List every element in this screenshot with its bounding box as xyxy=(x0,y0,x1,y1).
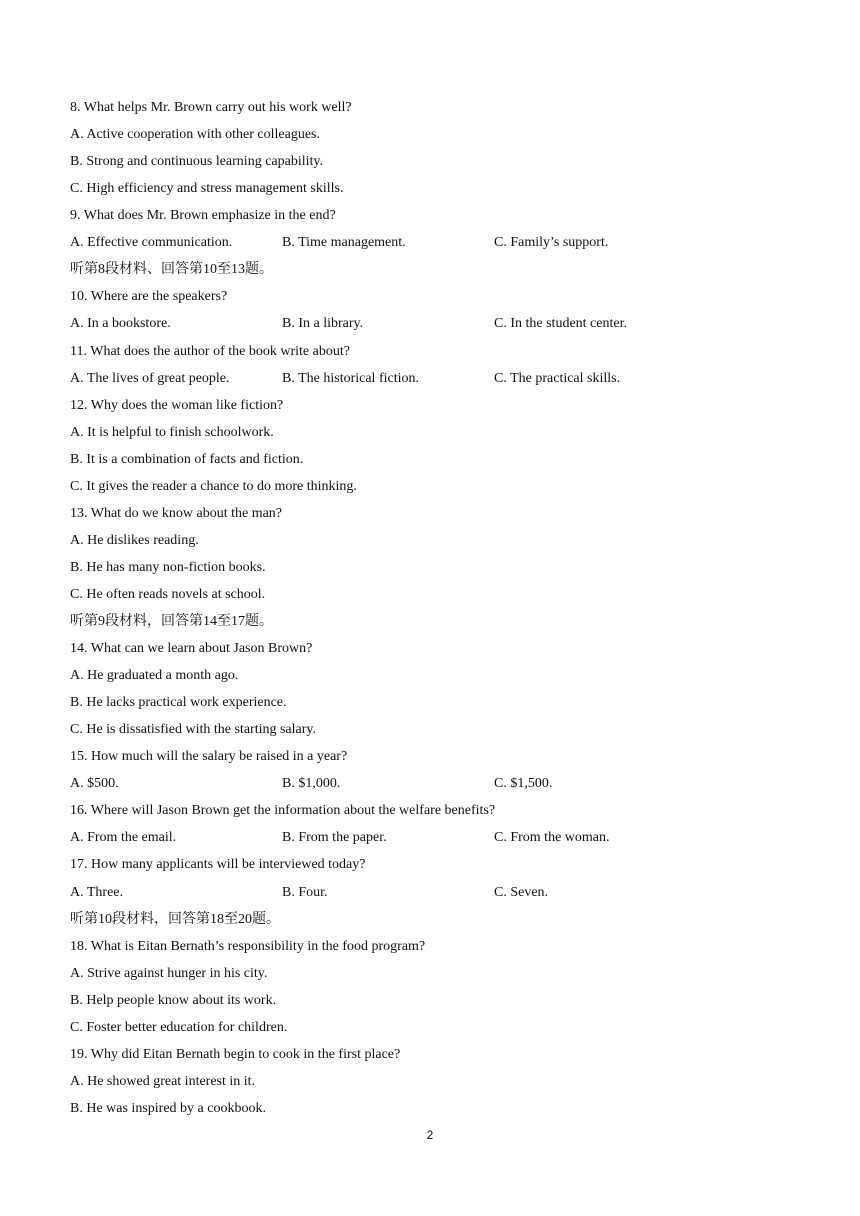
option-line: C. Foster better education for children. xyxy=(70,1019,288,1035)
option-a: A. Three. xyxy=(70,884,123,900)
option-line: B. Strong and continuous learning capability. xyxy=(70,154,323,170)
question-line: 9. What does Mr. Brown emphasize in the end? xyxy=(70,208,336,224)
page-number: 2 xyxy=(426,1128,434,1142)
question-line: 10. Where are the speakers? xyxy=(70,289,228,305)
option-line: C. High efficiency and stress management skills. xyxy=(70,181,344,197)
option-line: B. He lacks practical work experience. xyxy=(70,695,287,711)
question-line: 13. What do we know about the man? xyxy=(70,505,283,521)
option-line: A. Active cooperation with other colleagues. xyxy=(70,127,320,142)
option-c: C. $1,500. xyxy=(494,776,553,792)
option-line: A. He showed great interest in it. xyxy=(70,1073,256,1089)
option-line: B. Help people know about its work. xyxy=(70,992,277,1008)
option-b: B. The historical fiction. xyxy=(282,370,419,386)
question-line: 18. What is Eitan Bernath’s responsibility in the food program? xyxy=(70,938,426,954)
option-line: B. He was inspired by a cookbook. xyxy=(70,1100,266,1116)
question-line: 15. How much will the salary be raised in a year? xyxy=(70,749,348,765)
option-line: A. It is helpful to finish schoolwork. xyxy=(70,424,274,440)
option-c: C. Family’s support. xyxy=(494,235,609,251)
option-c: C. Seven. xyxy=(494,884,549,900)
section-instruction: 听第8段材料、回答第10至13题。 xyxy=(70,262,273,278)
question-line: 16. Where will Jason Brown get the information about the welfare benefits? xyxy=(70,803,496,819)
option-line: B. It is a combination of facts and fiction. xyxy=(70,451,304,467)
question-line: 14. What can we learn about Jason Brown? xyxy=(70,641,313,656)
option-c: C. From the woman. xyxy=(494,830,610,846)
option-b: B. Time management. xyxy=(282,235,406,251)
option-b: B. From the paper. xyxy=(282,830,387,846)
question-line: 12. Why does the woman like fiction? xyxy=(70,397,284,413)
option-a: A. Effective communication. xyxy=(70,235,233,251)
question-line: 8. What helps Mr. Brown carry out his work well? xyxy=(70,100,352,115)
option-c: C. In the student center. xyxy=(494,316,627,332)
option-b: B. $1,000. xyxy=(282,776,341,792)
section-instruction: 听第10段材料，回答第18至20题。 xyxy=(70,911,280,927)
question-line: 19. Why did Eitan Bernath begin to cook in the first place? xyxy=(70,1046,401,1062)
option-line: A. He dislikes reading. xyxy=(70,532,199,548)
option-line: B. He has many non-fiction books. xyxy=(70,559,266,575)
question-line: 11. What does the author of the book write about? xyxy=(70,343,350,359)
option-c: C. The practical skills. xyxy=(494,370,621,386)
option-a: A. In a bookstore. xyxy=(70,316,171,332)
option-b: B. In a library. xyxy=(282,316,364,332)
option-a: A. $500. xyxy=(70,776,119,792)
option-line: C. It gives the reader a chance to do more thinking. xyxy=(70,478,357,494)
option-line: A. Strive against hunger in his city. xyxy=(70,965,268,981)
option-line: C. He often reads novels at school. xyxy=(70,586,266,602)
option-line: A. He graduated a month ago. xyxy=(70,668,239,684)
option-a: A. From the email. xyxy=(70,830,177,846)
option-line: C. He is dissatisfied with the starting salary. xyxy=(70,722,316,738)
section-instruction: 听第9段材料，回答第14至17题。 xyxy=(70,614,273,629)
question-line: 17. How many applicants will be interviewed today? xyxy=(70,857,366,873)
option-a: A. The lives of great people. xyxy=(70,370,230,386)
option-b: B. Four. xyxy=(282,884,328,900)
